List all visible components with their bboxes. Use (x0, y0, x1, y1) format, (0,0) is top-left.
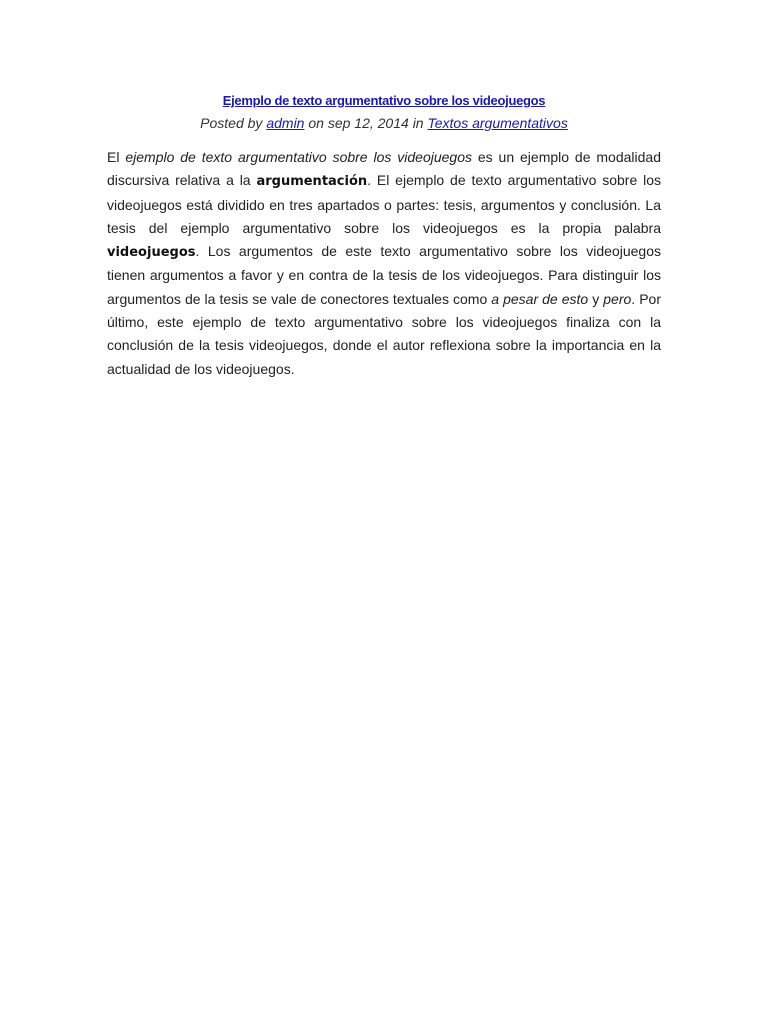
body-text-3: . El ejemplo de texto argumentativo sobre los videojuegos está dividido en tres apartados o partes: tesis, argumentos y conclusión. La tesis del ejemplo argumentativo sobre los videojuegos es la propia palabra (107, 172, 661, 236)
body-text-2: es un ejemplo de modalidad discursiva relativa a la (107, 149, 661, 189)
body-text-1: El (107, 149, 120, 165)
post-meta (107, 112, 661, 134)
in-label: in (412, 115, 424, 131)
article-title (107, 90, 661, 112)
author-link[interactable]: admin (266, 115, 305, 131)
body-emphasis-2: a pesar de esto (491, 290, 589, 307)
body-strong-1: argumentación (256, 174, 368, 190)
category-link[interactable]: Textos argumentativos (427, 115, 568, 131)
body-text-4: . Los argumentos de este texto argumentativo sobre los videojuegos tienen argumentos a favor y en contra de la tesis de los videojuegos. Para distinguir los argumentos de la tesis se vale de conectores textuales como (107, 243, 661, 307)
article-title-link[interactable]: Ejemplo de texto argumentativo sobre los videojuegos (222, 93, 546, 108)
on-label: on (308, 115, 324, 131)
body-emphasis-1: ejemplo de texto argumentativo sobre los videojuegos (125, 149, 472, 165)
posted-by-label: Posted by (200, 115, 263, 131)
post-date: sep 12, 2014 (327, 115, 409, 131)
body-text-6: . Por último, este ejemplo de texto argumentativo sobre los videojuegos finaliza con la conclusión de la tesis videojuegos, donde el autor reflexiona sobre la importancia en la actualidad de los videojuegos. (107, 290, 662, 377)
body-strong-2: videojuegos (107, 245, 196, 261)
article-body (107, 146, 661, 381)
body-emphasis-3: pero (603, 290, 632, 307)
body-text-5: y (592, 290, 600, 307)
article (107, 90, 661, 381)
